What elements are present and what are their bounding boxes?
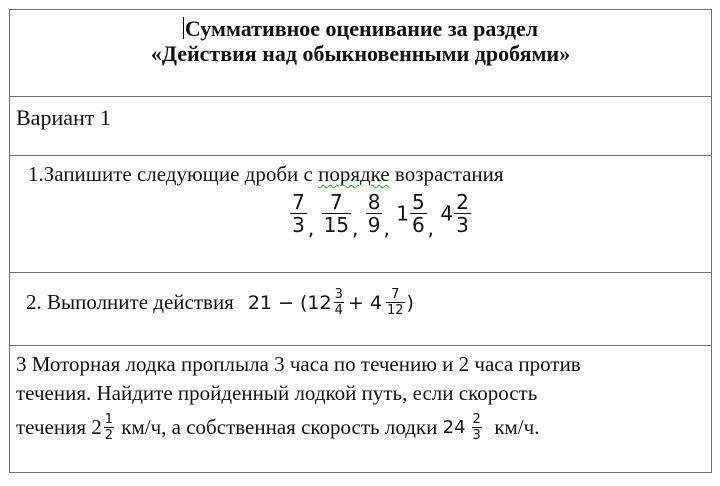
fraction-numerator: 7 [329,190,343,214]
task3-cell [10,346,712,473]
task3-line-3-start: течения 2 [16,415,102,439]
task1-text [10,156,711,186]
task3-line-3-end: км/ч. [483,415,540,439]
fraction-1 [290,191,307,236]
expression-middle: + 4 [347,291,382,314]
fraction-denominator: 2 [104,428,114,443]
task1-text-before: Запишите следующие дроби с [43,162,319,186]
task3-text [10,346,711,443]
task1-fractions [10,191,711,240]
variant-cell [10,97,712,156]
fraction-separator: , [383,216,390,240]
task3-line-1: 3 Моторная лодка проплыла 3 часа по течению и 2 часа против [16,352,581,376]
fraction-3 [366,191,383,236]
river-speed-fraction [102,412,116,443]
expression-fraction-1 [334,287,344,318]
fraction-5 [454,191,471,236]
task3-line-2: течения. Найдите пройденный лодкой путь, если скорость [16,381,538,405]
fraction-2 [322,191,351,236]
title-line-2: «Действия над обыкновенными дробями» [150,41,571,66]
task1-text-after: возрастания [389,162,504,186]
fraction-numerator: 1 [104,412,114,427]
fraction-numerator: 3 [334,287,343,302]
fraction-denominator: 3 [292,213,305,237]
fraction-denominator: 12 [386,303,404,318]
fraction-denominator: 3 [472,428,481,443]
boat-speed-whole: 24 [442,417,466,438]
text-cursor [183,17,184,39]
fraction-denominator: 15 [323,213,350,237]
task1-number: 1. [28,162,44,186]
fraction-whole-part: 1 [396,201,409,226]
boat-speed [443,412,484,443]
task2-expression [248,287,414,318]
task2-cell [10,273,712,346]
task1-marked-word: порядке [318,162,390,186]
page-title [10,10,711,66]
fraction-numerator: 7 [391,287,400,302]
variant-label: Вариант 1 [16,105,111,130]
fraction-separator: , [352,216,359,240]
fraction-numerator: 2 [456,190,469,214]
expression-fraction-2 [386,287,405,318]
task2-text: 2. Выполните действия [26,290,234,314]
fraction-numerator: 8 [367,190,381,214]
title-cell [10,10,712,97]
title-line-1: Суммативное оценивание за раздел [184,16,539,41]
fraction-denominator: 4 [334,303,343,318]
task2-row [10,273,711,318]
task1-cell [10,156,712,273]
fraction-denominator: 6 [411,213,425,237]
fraction-whole-part: 4 [440,201,454,226]
expression-start: 21 − (12 [247,291,332,314]
fraction-numerator: 2 [472,412,481,427]
fraction-numerator: 7 [292,190,305,214]
expression-end: ) [406,291,414,314]
fraction-numerator: 5 [411,190,425,214]
fraction-denominator: 3 [456,213,469,237]
fraction-denominator: 9 [367,213,381,237]
task3-line-3 [16,412,707,443]
task3-line-3-middle: км/ч, а собственная скорость лодки [116,415,443,439]
assessment-table [9,9,712,473]
fraction-separator: , [307,216,315,240]
fraction-4 [410,191,427,236]
fraction-separator: , [427,216,435,240]
